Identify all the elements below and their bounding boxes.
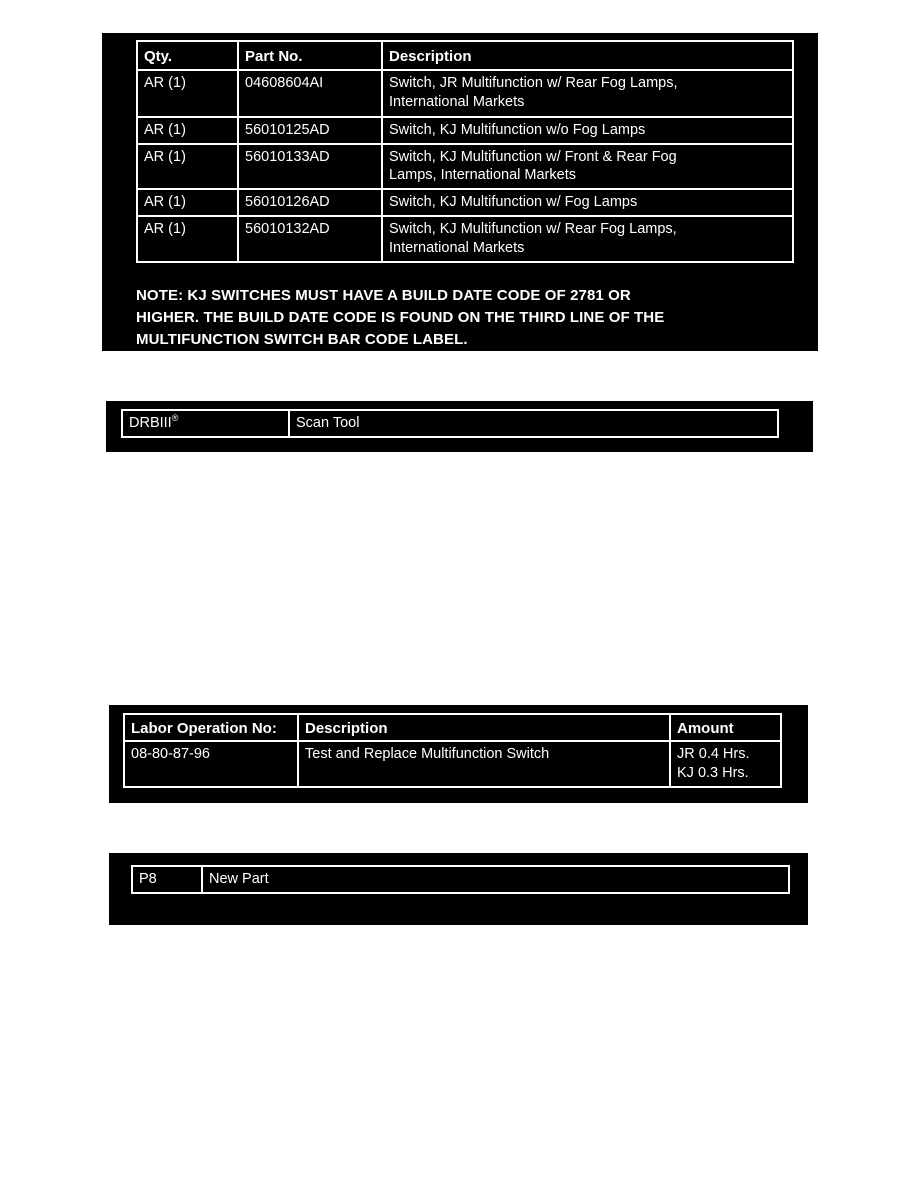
description-header: Description — [382, 41, 793, 70]
part-no-cell: 56010126AD — [238, 189, 382, 216]
failure-code-panel — [109, 853, 808, 925]
qty-cell: AR (1) — [137, 117, 238, 144]
table-row — [137, 117, 793, 144]
description-line: Lamps, International Markets — [389, 167, 576, 183]
amount-line: KJ 0.3 Hrs. — [677, 765, 749, 781]
part-no-header: Part No. — [238, 41, 382, 70]
table-row — [137, 70, 793, 117]
registered-mark: ® — [171, 413, 179, 424]
labor-header-row — [124, 714, 781, 741]
description-line: Switch, KJ Multifunction w/o Fog Lamps — [389, 122, 646, 138]
table-row — [122, 410, 778, 437]
description-line: Switch, JR Multifunction w/ Rear Fog Lamps, — [389, 75, 678, 91]
description-cell — [382, 70, 793, 117]
table-row — [124, 741, 781, 787]
part-no-cell: 56010133AD — [238, 144, 382, 189]
build-date-note — [136, 285, 776, 351]
part-no-cell: 56010132AD — [238, 216, 382, 262]
tools-table — [121, 409, 779, 438]
table-row — [137, 216, 793, 262]
tool-description-cell: Scan Tool — [289, 410, 778, 437]
qty-cell: AR (1) — [137, 70, 238, 117]
parts-header-row — [137, 41, 793, 70]
description-cell — [382, 117, 793, 144]
amount-line: JR 0.4 Hrs. — [677, 746, 750, 762]
table-row — [132, 866, 789, 893]
failure-description-cell: New Part — [202, 866, 789, 893]
labor-table — [123, 713, 782, 788]
description-cell — [382, 216, 793, 262]
description-cell — [382, 144, 793, 189]
description-line: Switch, KJ Multifunction w/ Rear Fog Lamps, — [389, 221, 677, 237]
part-no-cell: 56010125AD — [238, 117, 382, 144]
labor-amount-cell — [670, 741, 781, 787]
description-line: Switch, KJ Multifunction w/ Fog Lamps — [389, 194, 638, 210]
table-row — [137, 144, 793, 189]
parts-panel — [102, 33, 818, 351]
labor-op-header: Labor Operation No: — [124, 714, 298, 741]
note-line: NOTE: KJ SWITCHES MUST HAVE A BUILD DATE CODE OF 2781 OR — [136, 287, 631, 304]
note-line: HIGHER. THE BUILD DATE CODE IS FOUND ON THE THIRD LINE OF THE — [136, 309, 665, 326]
qty-cell: AR (1) — [137, 144, 238, 189]
description-cell — [382, 189, 793, 216]
description-line: Switch, KJ Multifunction w/ Front & Rear Fog — [389, 149, 677, 165]
tool-name: DRBIII — [129, 415, 172, 431]
tools-panel — [106, 401, 813, 452]
failure-code-table — [131, 865, 790, 894]
labor-op-cell: 08-80-87-96 — [124, 741, 298, 787]
description-line: International Markets — [389, 94, 525, 110]
qty-cell: AR (1) — [137, 189, 238, 216]
qty-cell: AR (1) — [137, 216, 238, 262]
table-row — [137, 189, 793, 216]
labor-amount-header: Amount — [670, 714, 781, 741]
tool-name-cell — [122, 410, 289, 437]
description-line: International Markets — [389, 240, 525, 256]
labor-description-cell: Test and Replace Multifunction Switch — [298, 741, 670, 787]
qty-header: Qty. — [137, 41, 238, 70]
failure-code-cell: P8 — [132, 866, 202, 893]
note-line: MULTIFUNCTION SWITCH BAR CODE LABEL. — [136, 331, 468, 348]
labor-description-header: Description — [298, 714, 670, 741]
labor-panel — [109, 705, 808, 803]
part-no-cell: 04608604AI — [238, 70, 382, 117]
parts-table — [136, 40, 794, 263]
